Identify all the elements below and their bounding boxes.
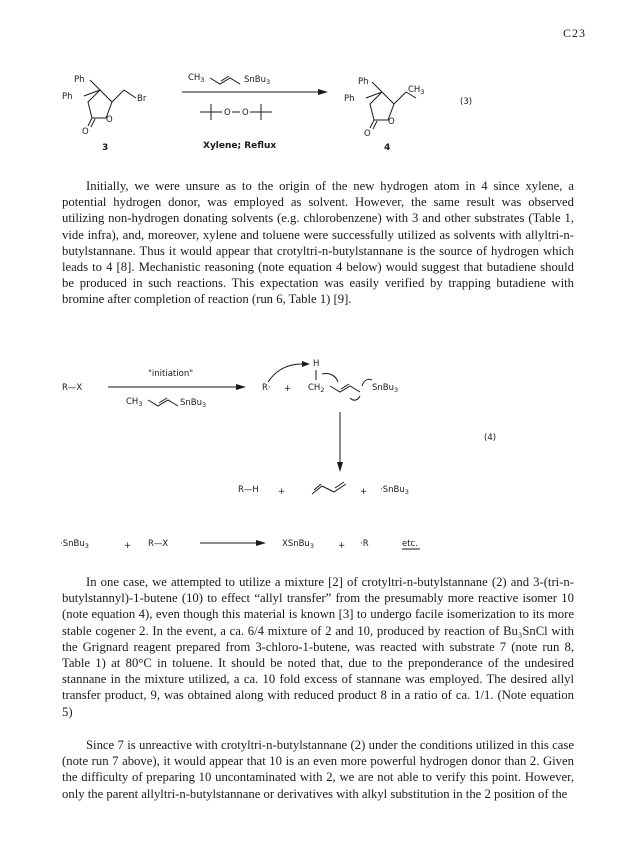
svg-text:CH3: $CH_3$ [408,85,425,96]
product-rh: R—H [238,485,259,495]
chain-snbu3: ·SnBu [60,539,85,549]
reactant-ph-left: Ph [62,92,73,102]
chain-plus-2: + [338,541,346,551]
paragraph-3: Since 7 is unreactive with crotyltri-n-butylstannane (2) under the conditions utilized in this case (note run 7 above), it would appear that 10 is an even more powerful hydrogen donor than 2. Given the difficulty of preparing 10 uncontaminated with 2, we are not able to verify this point. However, only the parent allyltri-n-butylstannane or derivatives with alkyl substitution in the 2 position of the [62,738,574,801]
plus-2: + [278,487,286,497]
chain-plus-1: + [124,541,132,551]
scheme-4-drawing [0,350,624,562]
h-label: H [313,359,320,369]
peroxide-o1: O [224,108,231,118]
reactant-rx: R—X [62,383,83,393]
snbu3-right: SnBu [372,383,395,393]
chain-rx: R—X [148,539,169,549]
initiation-snbu3: SnBu [180,398,203,408]
svg-text:CH2: $CH_2$ [308,383,325,394]
chain-xsnbu3: XSnBu [282,539,310,549]
hydrogen-abstraction-structure [268,359,398,400]
product-compound-number: 4 [384,143,391,153]
reagent-snbu3: SnBu [244,75,267,85]
initiation-arrowhead [236,384,246,390]
plus-3: + [360,487,368,497]
radical-r: R· [262,383,271,393]
reagent-crotylstannane [188,73,270,86]
scheme-equation-3 [0,68,624,158]
svg-text:·SnBu3: ·SnBu$_3$ [60,539,89,550]
reactant-carbonyl-oxygen: O [82,127,89,137]
initiation-label: "initiation" [148,369,194,379]
reactant-compound-number: 3 [102,143,109,153]
reactant-ring-oxygen: O [106,115,113,125]
peroxide-initiator [200,104,272,120]
equation-number-4: (4) [484,433,497,443]
paragraph-2: In one case, we attempted to utilize a mixture [2] of crotyltri-n-butylstannane (2) and 3-(tri-n-butylstannyl)-1-butene (10) to effect “allyl transfer” from the presumably more reactive isomer 10 (note equation 4), even though this material is known [3] to undergo facile isomerization to its more stable cogener 2. In the event, a ca. 6/4 mixture of 2 and 10, produced by reaction of Bu₃SnCl with the Grignard reagent prepared from 3-chloro-1-butene, was reacted with substrate 7 (note run 8, Table 1) at 80°C in toluene. It should be noted that, due to the preponderance of the undesired stannane in the mixture utilized, a ca. 10 fold excess of stannane was employed. The desired allyl transfer product, 9, was obtained along with reduced product 8 in a ratio of ca. 1/1. (Note equation 5) [62,575,574,719]
svg-text:·SnBu3: ·SnBu$_3$ [380,485,409,496]
ch2-label: CH [308,383,321,393]
scheme-3-drawing [0,68,624,158]
peroxide-o2: O [242,108,249,118]
product-ph-left: Ph [344,94,355,104]
svg-text:CH3: $CH_3$ [188,73,205,84]
page-number: C23 [562,26,586,40]
vertical-arrowhead [337,462,343,472]
reaction-arrowhead-3 [318,89,328,95]
reaction-conditions: Xylene; Reflux [203,141,277,151]
reagent-ch3: CH [188,73,201,83]
chain-etc: etc. [402,539,418,549]
equation-number-3: (3) [460,97,473,107]
paragraph-1: Initially, we were unsure as to the origin of the new hydrogen atom in 4 since xylene, a potential hydrogen donor, was employed as solvent. However, the same result was observed utilizing non-hydrogen donating solvents (e.g. chlorobenzene) with 3 and other substrates (Table 1, vide infra), and, moreover, xylene and toluene were successfully utilized as solvents with allyltri-n-butylstannane. Thus it would appear that crotyltri-n-butylstannane is the source of hydrogen which leads to 4 [8]. Mechanistic reasoning (note equation 4 below) would suggest that butadiene should be produced in such reactions. This expectation was easily verified by trapping butadiene with bromine after completion of reaction (run 6, Table 1) [9]. [62,179,574,307]
product-carbonyl-oxygen: O [364,129,371,139]
reactant-ph-top: Ph [74,75,85,85]
product-4-structure [344,77,424,153]
reactant-br: Br [137,94,147,104]
chain-arrowhead [256,540,266,546]
plus-1: + [284,384,292,394]
radical-snbu3: ·SnBu [380,485,405,495]
svg-text:XSnBu3: XSnBu$_3$ [282,539,314,550]
svg-text:SnBu3: SnBu$_3$ [244,75,271,86]
initiation-reagent [126,397,206,409]
initiation-ch3: CH [126,397,139,407]
scheme-equation-4 [0,350,624,562]
butadiene-structure [312,482,346,494]
svg-text:SnBu3: SnBu$_3$ [180,398,207,409]
reactant-3-structure [62,75,147,153]
svg-text:SnBu3: SnBu$_3$ [372,383,399,394]
product-ch3: CH [408,85,421,95]
chain-r-radical: ·R [360,539,369,549]
product-ring-oxygen: O [388,117,395,127]
svg-text:CH3: $CH_3$ [126,397,143,408]
product-ph-top: Ph [358,77,369,87]
